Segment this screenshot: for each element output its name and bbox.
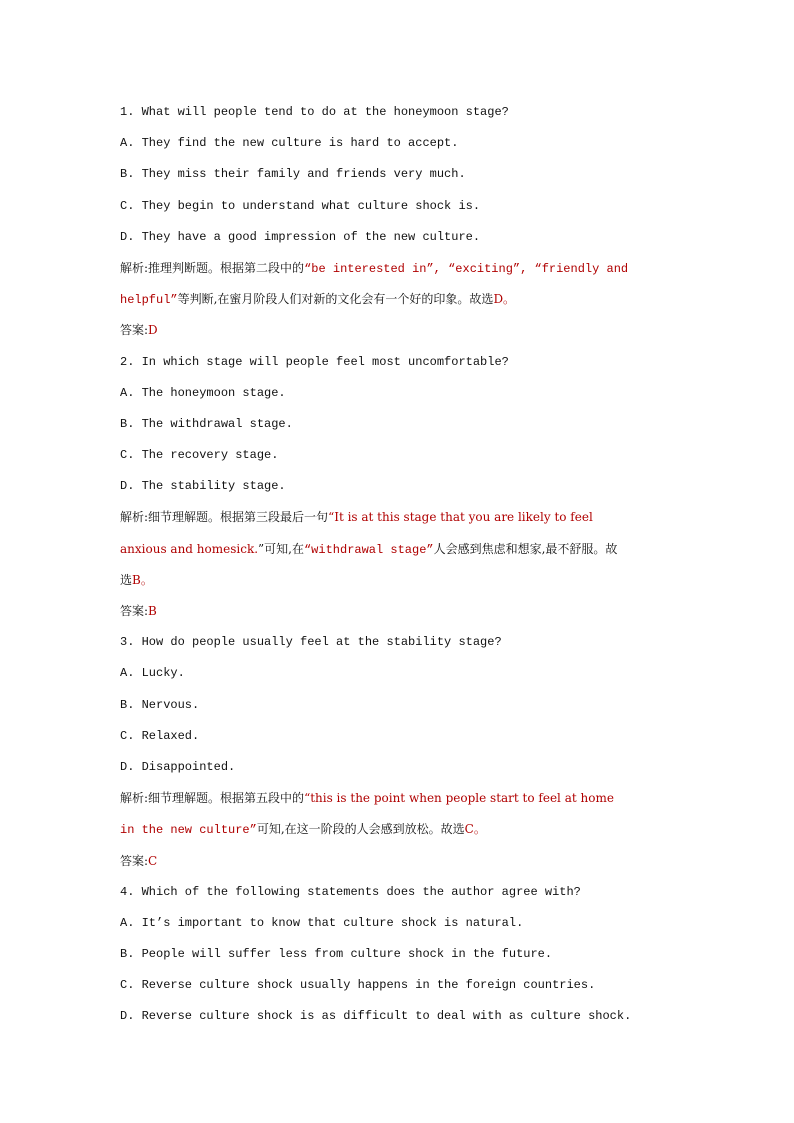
question-2-analysis-line-1 <box>120 502 680 533</box>
analysis-text: 选 <box>120 572 133 587</box>
answer-value: D <box>148 323 158 338</box>
question-4-option-c: C. Reverse culture shock usually happens in the foreign countries. <box>120 978 596 993</box>
analysis-text: 人会感到焦虑和想家,最不舒服。故 <box>433 541 618 556</box>
analysis-quote: “this is the point when people start to feel at home <box>304 791 614 806</box>
analysis-quote: “be interested in”, “exciting”, “friendly and <box>304 261 629 276</box>
analysis-text: ”可知,在 <box>258 541 304 556</box>
answer-value: C <box>148 853 158 868</box>
analysis-text: 细节理解题。根据第三段最后一句 <box>148 510 329 525</box>
question-3-option-d: D. Disappointed. <box>120 759 236 774</box>
analysis-text: 细节理解题。根据第五段中的 <box>148 791 305 806</box>
question-1-analysis-line-1 <box>120 253 680 284</box>
answer-value: B <box>148 604 157 618</box>
question-2-option-c: C. The recovery stage. <box>120 448 279 463</box>
question-1-answer <box>120 315 680 346</box>
question-4-option-d: D. Reverse culture shock is as difficult to deal with as culture shock. <box>120 1009 632 1024</box>
analysis-quote: in the new culture” <box>120 823 257 838</box>
question-2-option-b: B. The withdrawal stage. <box>120 416 293 431</box>
document-page <box>120 97 680 1033</box>
question-1-option-d: D. They have a good impression of the new culture. <box>120 229 481 244</box>
question-3-option-a: A. Lucky. <box>120 666 185 681</box>
question-3-analysis-line-1 <box>120 783 680 814</box>
question-2-option-a: A. The honeymoon stage. <box>120 385 286 400</box>
question-3-option-b: B. Nervous. <box>120 697 200 712</box>
analysis-answer-ref: D。 <box>493 292 516 307</box>
analysis-text: 等判断,在蜜月阶段人们对新的文化会有一个好的印象。故选 <box>177 292 494 307</box>
question-2-answer <box>120 596 680 627</box>
analysis-quote: helpful” <box>120 293 178 308</box>
question-4-option-a: A. It’s important to know that culture shock is natural. <box>120 915 524 930</box>
answer-label: 答案: <box>120 604 149 618</box>
question-2-option-d: D. The stability stage. <box>120 479 286 494</box>
analysis-label: 解析: <box>120 510 149 525</box>
question-3-stem: 3. How do people usually feel at the stability stage? <box>120 635 502 650</box>
analysis-label: 解析: <box>120 791 149 806</box>
question-4-option-b: B. People will suffer less from culture shock in the future. <box>120 947 553 962</box>
question-4-stem: 4. Which of the following statements does the author agree with? <box>120 884 581 899</box>
question-3-answer <box>120 846 680 877</box>
question-2-analysis-line-3 <box>120 565 680 596</box>
analysis-quote: anxious and homesick. <box>120 541 259 556</box>
answer-label: 答案: <box>120 853 149 868</box>
question-1-option-b: B. They miss their family and friends very much. <box>120 167 466 182</box>
analysis-quote: “withdrawal stage” <box>303 542 434 557</box>
question-1-option-a: A. They find the new culture is hard to accept. <box>120 136 459 151</box>
analysis-quote: “It is at this stage that you are likely to feel <box>328 510 593 525</box>
answer-label: 答案: <box>120 323 149 338</box>
question-1-stem: 1. What will people tend to do at the honeymoon stage? <box>120 105 509 119</box>
analysis-label: 解析: <box>120 260 149 275</box>
question-2-stem: 2. In which stage will people feel most uncomfortable? <box>120 354 509 369</box>
question-1-option-c: C. They begin to understand what culture shock is. <box>120 198 481 213</box>
question-1-analysis-line-2 <box>120 284 680 315</box>
analysis-answer-ref: C。 <box>464 822 486 837</box>
analysis-answer-ref: B。 <box>132 572 153 587</box>
analysis-text: 推理判断题。根据第二段中的 <box>148 260 305 275</box>
question-3-analysis-line-2 <box>120 814 680 845</box>
analysis-text: 可知,在这一阶段的人会感到放松。故选 <box>256 822 465 837</box>
question-3-option-c: C. Relaxed. <box>120 728 200 743</box>
question-2-analysis-line-2 <box>120 534 680 565</box>
